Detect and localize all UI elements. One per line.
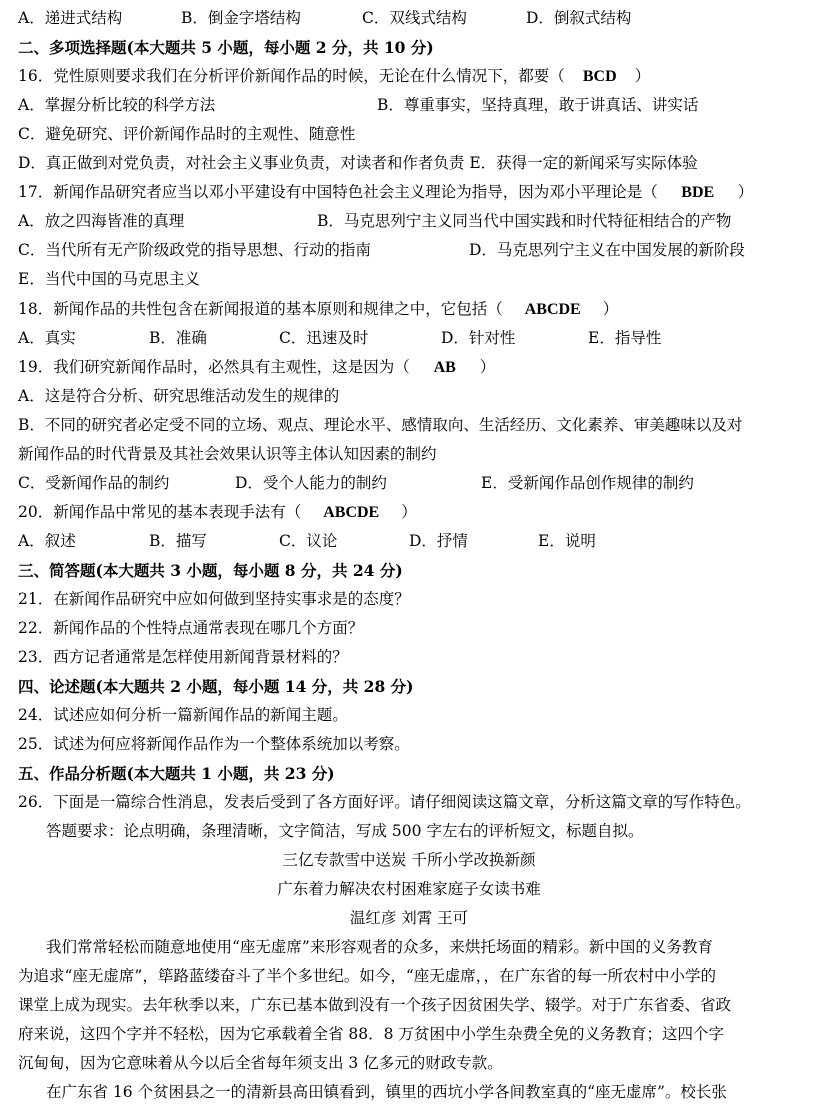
q16-stem bbox=[18, 62, 650, 91]
q16-answer: BCD bbox=[582, 68, 617, 85]
option-d: D．马克思列宁主义在中国发展的新阶段 bbox=[469, 241, 745, 259]
q21: 21．在新闻作品研究中应如何做到坚持实事求是的态度？ bbox=[18, 590, 410, 608]
option-a: A．真实 bbox=[18, 329, 76, 347]
option-e: E．指导性 bbox=[588, 329, 662, 347]
section-4-heading: 四、论述题(本大题共 2 小题，每小题 14 分，共 28 分) bbox=[18, 677, 414, 696]
q16-option-c: C．避免研究、评价新闻作品时的主观性、随意性 bbox=[18, 125, 356, 143]
option-e: E．受新闻作品创作规律的制约 bbox=[481, 474, 694, 492]
option-a: A．掌握分析比较的科学方法 bbox=[18, 96, 216, 114]
q16-option-de: D．真正做到对党负责，对社会主义事业负责，对读者和作者负责 E．获得一定的新闻采写实际体验 bbox=[18, 154, 698, 172]
q18-answer: ABCDE bbox=[524, 301, 581, 318]
option-b: B．马克思列宁主义同当代中国实践和时代特征相结合的产物 bbox=[317, 212, 732, 230]
q17-stem-text: 17．新闻作品研究者应当以邓小平建设有中国特色社会主义理论为指导，因为邓小平理论是（ bbox=[18, 183, 658, 201]
article-paragraph-line: 我们常常轻松而随意地使用“座无虚席”来形容观者的众多，来烘托场面的精彩。新中国的义务教育 bbox=[46, 938, 713, 956]
q26: 26．下面是一篇综合性消息，发表后受到了各方面好评。请仔细阅读这篇文章，分析这篇文章的写作特色。 bbox=[18, 793, 751, 811]
q17-option-e: E．当代中国的马克思主义 bbox=[18, 270, 200, 288]
q24: 24．试述应如何分析一篇新闻作品的新闻主题。 bbox=[18, 706, 348, 724]
article-paragraph-line: 沉甸甸，因为它意味着从今以后全省每年须支出 3 亿多元的财政专款。 bbox=[18, 1054, 503, 1072]
q18-close: ） bbox=[602, 300, 619, 318]
option-a: A．递进式结构 bbox=[18, 9, 123, 27]
article-paragraph-line: 在广东省 16 个贫困县之一的清新县高田镇看到，镇里的西坑小学各间教室真的“座无虚席”。校长张 bbox=[46, 1083, 727, 1101]
article-title-line2: 广东着力解决农村困难家庭子女读书难 bbox=[277, 880, 541, 898]
article-title-line1: 三亿专款雪中送炭 千所小学改换新颜 bbox=[282, 851, 536, 869]
option-b: B．描写 bbox=[149, 532, 207, 550]
option-d: D．受个人能力的制约 bbox=[235, 474, 387, 492]
q19-stem-text: 19．我们研究新闻作品时，必然具有主观性，这是因为（ bbox=[18, 358, 410, 376]
option-c: C．受新闻作品的制约 bbox=[18, 474, 170, 492]
q18-stem bbox=[18, 295, 618, 324]
option-e: E．说明 bbox=[538, 532, 596, 550]
q20-close: ） bbox=[401, 503, 417, 521]
q25: 25．试述为何应将新闻作品作为一个整体系统加以考察。 bbox=[18, 735, 410, 753]
article-paragraph-line: 为追求“座无虚席”，筚路蓝缕奋斗了半个多世纪。如今，“座无虚席，，在广东省的每一所农村中小学的 bbox=[18, 967, 717, 985]
section-2-heading: 二、多项选择题(本大题共 5 小题，每小题 2 分，共 10 分) bbox=[18, 38, 434, 57]
q17-close: ） bbox=[737, 183, 754, 201]
article-paragraph-line: 府来说，这四个字并不轻松，因为它承载着全省 88．8 万贫困中小学生杂费全免的义务教育；这四个字 bbox=[18, 1025, 724, 1043]
q16-stem-text: 16．党性原则要求我们在分析评价新闻作品的时候，无论在什么情况下，都要（ bbox=[18, 67, 565, 85]
article-authors: 温红彦 刘霄 王可 bbox=[349, 909, 469, 927]
q17-answer: BDE bbox=[681, 184, 715, 201]
option-b: B．尊重事实，坚持真理，敢于讲真话、讲实话 bbox=[377, 96, 699, 114]
q18-stem-text: 18．新闻作品的共性包含在新闻报道的基本原则和规律之中，它包括（ bbox=[18, 300, 503, 318]
q16-close: ） bbox=[634, 67, 651, 85]
article-paragraph-line: 课堂上成为现实。去年秋季以来，广东已基本做到没有一个孩子因贫困失学、辍学。对于广东省委、省政 bbox=[18, 996, 732, 1014]
option-d: D．抒情 bbox=[409, 532, 468, 550]
q20-answer: ABCDE bbox=[323, 504, 380, 521]
option-a: A．放之四海皆准的真理 bbox=[18, 212, 185, 230]
q19-answer: AB bbox=[433, 359, 456, 376]
option-c: C．双线式结构 bbox=[362, 9, 467, 27]
q19-stem bbox=[18, 353, 495, 382]
option-a: A．叙述 bbox=[18, 532, 76, 550]
option-c: C．迅速及时 bbox=[279, 329, 369, 347]
q23: 23．西方记者通常是怎样使用新闻背景材料的？ bbox=[18, 648, 348, 666]
option-c: C．议论 bbox=[279, 532, 338, 550]
q17-stem bbox=[18, 178, 753, 207]
option-b: B．准确 bbox=[149, 329, 207, 347]
q19-close: ） bbox=[479, 358, 496, 376]
section-3-heading: 三、简答题(本大题共 3 小题，每小题 8 分，共 24 分) bbox=[18, 561, 403, 580]
q26-requirements: 答题要求：论点明确，条理清晰，文字简洁，写成 500 字左右的评析短文，标题自拟。 bbox=[46, 822, 644, 840]
q20-stem bbox=[18, 498, 417, 527]
q20-stem-text: 20．新闻作品中常见的基本表现手法有（ bbox=[18, 503, 302, 521]
q22: 22．新闻作品的个性特点通常表现在哪几个方面？ bbox=[18, 619, 364, 637]
q19-option-b-line1: B．不同的研究者必定受不同的立场、观点、理论水平、感情取向、生活经历、文化素养、审美趣味以及对 bbox=[18, 416, 743, 434]
section-5-heading: 五、作品分析题(本大题共 1 小题，共 23 分) bbox=[18, 764, 335, 783]
q19-option-b-line2: 新闻作品的时代背景及其社会效果认识等主体认知因素的制约 bbox=[18, 445, 437, 463]
option-b: B．倒金字塔结构 bbox=[181, 9, 301, 27]
option-d: D．针对性 bbox=[441, 329, 516, 347]
option-d: D．倒叙式结构 bbox=[526, 9, 632, 27]
q19-option-a: A．这是符合分析、研究思维活动发生的规律的 bbox=[18, 387, 340, 405]
option-c: C．当代所有无产阶级政党的指导思想、行动的指南 bbox=[18, 241, 371, 259]
